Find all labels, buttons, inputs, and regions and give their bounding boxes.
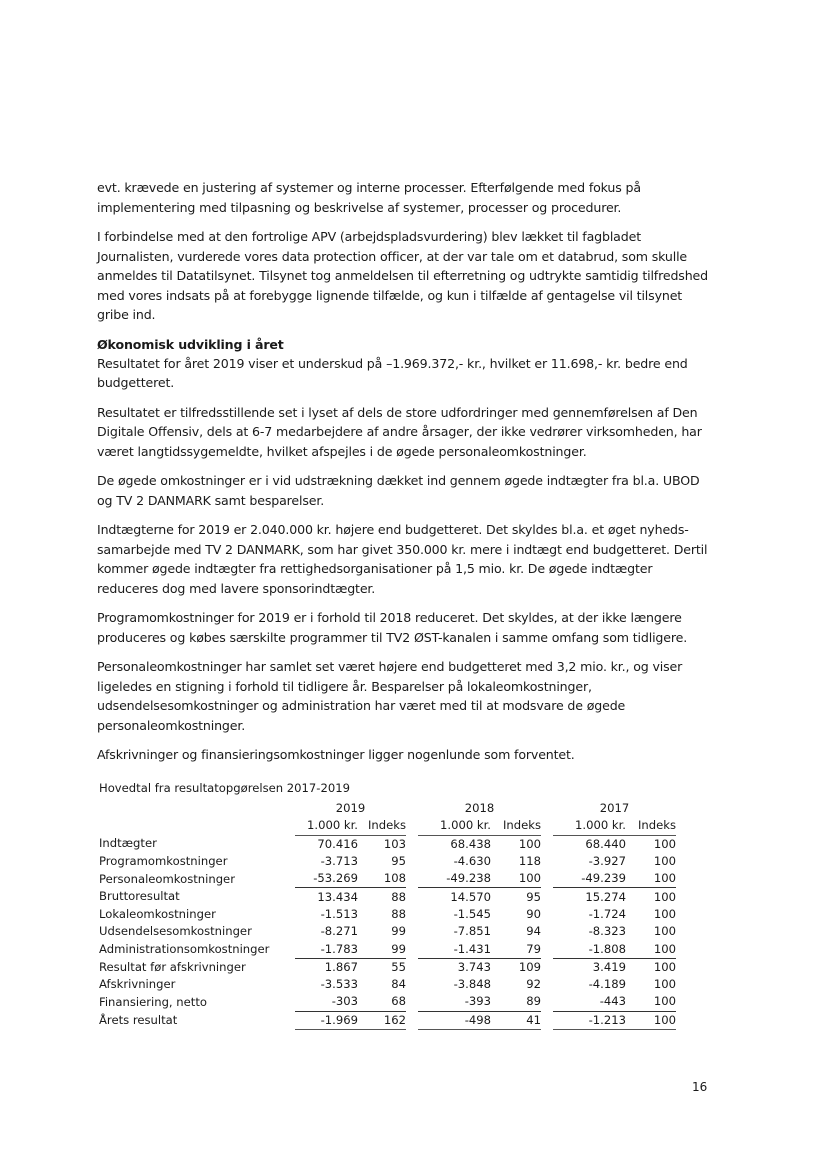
body-text	[97, 178, 717, 765]
results-table	[99, 800, 676, 1030]
table-row: Indtægter 70.416 103 68.438 100 68.440 100	[99, 836, 676, 851]
table-row-subtotal: Resultat før afskrivninger 1.867 55 3.743 109 3.419 100	[99, 958, 676, 976]
table-caption: Hovedtal fra resultatopgørelsen 2017-2019	[99, 781, 350, 795]
table-row: Udsendelsesomkostninger -8.271 99 -7.851 94 -8.323 100	[99, 924, 676, 939]
column-header: 1.000 kr.	[295, 817, 358, 835]
paragraph: Resultatet for året 2019 viser et underskud på –1.969.372,- kr., hvilket er 11.698,- kr. bedre end budgetteret.	[97, 355, 688, 390]
paragraph: Programomkostninger for 2019 er i forhold til 2018 reduceret. Det skyldes, at der ikke længere produceres og købes særskilte programmer til TV2 ØST-kanalen i samme omfang som tidligere.	[97, 610, 688, 645]
paragraph: evt. krævede en justering af systemer og interne processer. Efterfølgende med fokus på implementering med tilpasning og beskrivelse af systemer, processer og procedurer.	[97, 180, 641, 215]
column-header: Indeks	[491, 817, 541, 835]
paragraph: Afskrivninger og finansieringsomkostninger ligger nogenlunde som forventet.	[97, 747, 575, 762]
section-heading: Økonomisk udvikling i året	[97, 336, 284, 352]
paragraph: Indtægterne for 2019 er 2.040.000 kr. højere end budgetteret. Det skyldes bl.a. et øget nyheds-samarbejde med TV 2 DANMARK, som har givet 350.000 kr. mere i indtægt end budgetteret. Dertil kommer øgede indtægter fra rettighedsorganisationer på 1,5 mio. kr. De øgede indtægter reduceres dog med lavere sponsorindtægter.	[97, 522, 708, 596]
table-row: Administrationsomkostninger -1.783 99 -1.431 79 -1.808 100	[99, 941, 676, 956]
table-row: Personaleomkostninger -53.269 108 -49.238 100 -49.239 100	[99, 871, 676, 886]
year-header: 2018	[464, 801, 495, 816]
paragraph: I forbindelse med at den fortrolige APV (arbejdspladsvurdering) blev lækket til fagbladet Journalisten, vurderede vores data protection officer, at der var tale om et databrud, som skulle anmeldes til Datatilsynet. Tilsynet tog anmeldelsen til efterretning og udtrykte samtidig tilfredshed med vores indsats på at forebygge lignende tilfælde, og kun i tilfælde af gentagelse vil tilsynet gribe ind.	[97, 229, 708, 322]
table-row-subtotal: Bruttoresultat 13.434 88 14.570 95 15.274 100	[99, 888, 676, 906]
table-row: Lokaleomkostninger -1.513 88 -1.545 90 -1.724 100	[99, 906, 676, 921]
table-row-total: Årets resultat -1.969 162 -498 41 -1.213 100	[99, 1011, 676, 1029]
paragraph: Resultatet er tilfredsstillende set i lyset af dels de store udfordringer med gennemførelsen af Den Digitale Offensiv, dels at 6-7 medarbejdere af andre årsager, der ikke vedrører virksomheden, har været langtidssygemeldte, hvilket afspejles i de øgede personaleomkostninger.	[97, 404, 702, 459]
column-header: Indeks	[626, 817, 676, 835]
financial-summary	[99, 780, 699, 1030]
column-header: 1.000 kr.	[418, 817, 491, 835]
year-header: 2019	[335, 801, 366, 816]
table-row: Programomkostninger -3.713 95 -4.630 118 -3.927 100	[99, 854, 676, 869]
table-year-header	[99, 800, 676, 817]
column-header: Indeks	[358, 817, 406, 835]
paragraph: De øgede omkostninger er i vid udstrækning dækket ind gennem øgede indtægter fra bl.a. UBOD og TV 2 DANMARK samt besparelser.	[97, 473, 700, 508]
page-number: 16	[692, 1080, 708, 1094]
paragraph: Personaleomkostninger har samlet set været højere end budgetteret med 3,2 mio. kr., og viser ligeledes en stigning i forhold til tidligere år. Besparelser på lokaleomkostninger, udsendelsesomkostninger og administration har været med til at modsvare de øgede personaleomkostninger.	[97, 659, 683, 733]
column-header: 1.000 kr.	[553, 817, 626, 835]
table-column-header	[99, 817, 676, 835]
table-row: Finansiering, netto -303 68 -393 89 -443 100	[99, 994, 676, 1009]
table-row: Afskrivninger -3.533 84 -3.848 92 -4.189 100	[99, 977, 676, 992]
year-header: 2017	[599, 801, 630, 816]
